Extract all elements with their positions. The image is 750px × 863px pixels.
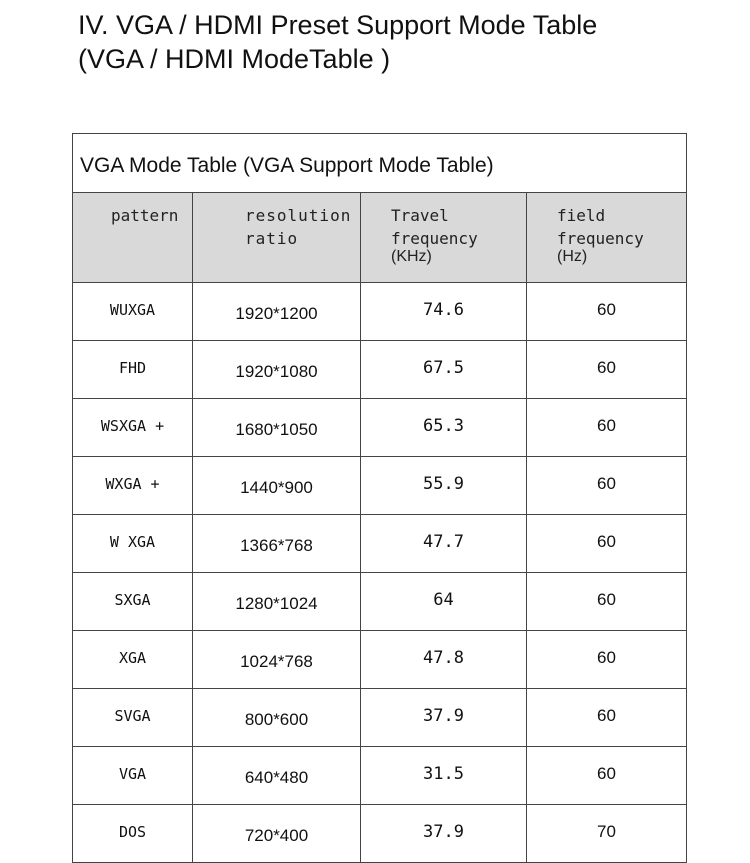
cell-pattern: WUXGA bbox=[73, 283, 193, 341]
table-row bbox=[73, 747, 687, 805]
header-resolution bbox=[193, 193, 361, 283]
cell-travel-frequency: 74.6 bbox=[361, 283, 527, 341]
cell-resolution: 1920*1080 bbox=[193, 341, 361, 399]
header-travel-line-1: Travel bbox=[391, 206, 449, 225]
page-title-line-1: IV. VGA / HDMI Preset Support Mode Table bbox=[78, 10, 598, 40]
cell-field-frequency: 60 bbox=[527, 515, 687, 573]
cell-travel-frequency: 31.5 bbox=[361, 747, 527, 805]
cell-field-frequency: 60 bbox=[527, 689, 687, 747]
table-row bbox=[73, 515, 687, 573]
table-header-row bbox=[73, 193, 687, 283]
cell-pattern: XGA bbox=[73, 631, 193, 689]
cell-pattern: SXGA bbox=[73, 573, 193, 631]
header-pattern-label: pattern bbox=[111, 206, 179, 225]
cell-travel-frequency: 37.9 bbox=[361, 805, 527, 863]
header-pattern bbox=[73, 193, 193, 283]
header-travel-line-2: frequency bbox=[391, 229, 478, 248]
cell-pattern: WXGA + bbox=[73, 457, 193, 515]
cell-field-frequency: 60 bbox=[527, 631, 687, 689]
cell-field-frequency: 60 bbox=[527, 399, 687, 457]
header-resolution-line-2: ratio bbox=[245, 229, 299, 248]
cell-resolution: 1680*1050 bbox=[193, 399, 361, 457]
header-field-line-2: frequency bbox=[557, 229, 644, 248]
cell-travel-frequency: 47.7 bbox=[361, 515, 527, 573]
table-row bbox=[73, 805, 687, 863]
header-travel-frequency bbox=[361, 193, 527, 283]
cell-resolution: 1440*900 bbox=[193, 457, 361, 515]
cell-field-frequency: 60 bbox=[527, 341, 687, 399]
cell-travel-frequency: 64 bbox=[361, 573, 527, 631]
cell-resolution: 1280*1024 bbox=[193, 573, 361, 631]
header-field-frequency bbox=[527, 193, 687, 283]
cell-travel-frequency: 47.8 bbox=[361, 631, 527, 689]
cell-pattern: SVGA bbox=[73, 689, 193, 747]
table-row bbox=[73, 341, 687, 399]
header-field-line-1: field bbox=[557, 206, 606, 225]
cell-resolution: 800*600 bbox=[193, 689, 361, 747]
vga-mode-table bbox=[72, 133, 687, 863]
cell-field-frequency: 60 bbox=[527, 747, 687, 805]
cell-resolution: 1920*1200 bbox=[193, 283, 361, 341]
table-caption-row bbox=[73, 134, 687, 193]
cell-pattern: VGA bbox=[73, 747, 193, 805]
header-field-unit: (Hz) bbox=[557, 248, 588, 265]
cell-resolution: 720*400 bbox=[193, 805, 361, 863]
cell-field-frequency: 60 bbox=[527, 283, 687, 341]
table-row bbox=[73, 573, 687, 631]
header-travel-unit: (KHz) bbox=[391, 248, 432, 265]
table-row bbox=[73, 283, 687, 341]
cell-field-frequency: 60 bbox=[527, 457, 687, 515]
page-title-line-2: (VGA / HDMI ModeTable ) bbox=[78, 44, 391, 74]
cell-pattern: WSXGA + bbox=[73, 399, 193, 457]
table-row bbox=[73, 399, 687, 457]
cell-pattern: W XGA bbox=[73, 515, 193, 573]
cell-field-frequency: 60 bbox=[527, 573, 687, 631]
table-caption: VGA Mode Table (VGA Support Mode Table) bbox=[73, 134, 687, 193]
header-resolution-line-1: resolution bbox=[245, 206, 352, 225]
cell-travel-frequency: 67.5 bbox=[361, 341, 527, 399]
table-row bbox=[73, 689, 687, 747]
table-row bbox=[73, 631, 687, 689]
cell-pattern: DOS bbox=[73, 805, 193, 863]
page-title bbox=[78, 8, 738, 76]
cell-pattern: FHD bbox=[73, 341, 193, 399]
cell-resolution: 1024*768 bbox=[193, 631, 361, 689]
cell-resolution: 1366*768 bbox=[193, 515, 361, 573]
cell-resolution: 640*480 bbox=[193, 747, 361, 805]
cell-travel-frequency: 37.9 bbox=[361, 689, 527, 747]
cell-field-frequency: 70 bbox=[527, 805, 687, 863]
table-row bbox=[73, 457, 687, 515]
cell-travel-frequency: 55.9 bbox=[361, 457, 527, 515]
cell-travel-frequency: 65.3 bbox=[361, 399, 527, 457]
